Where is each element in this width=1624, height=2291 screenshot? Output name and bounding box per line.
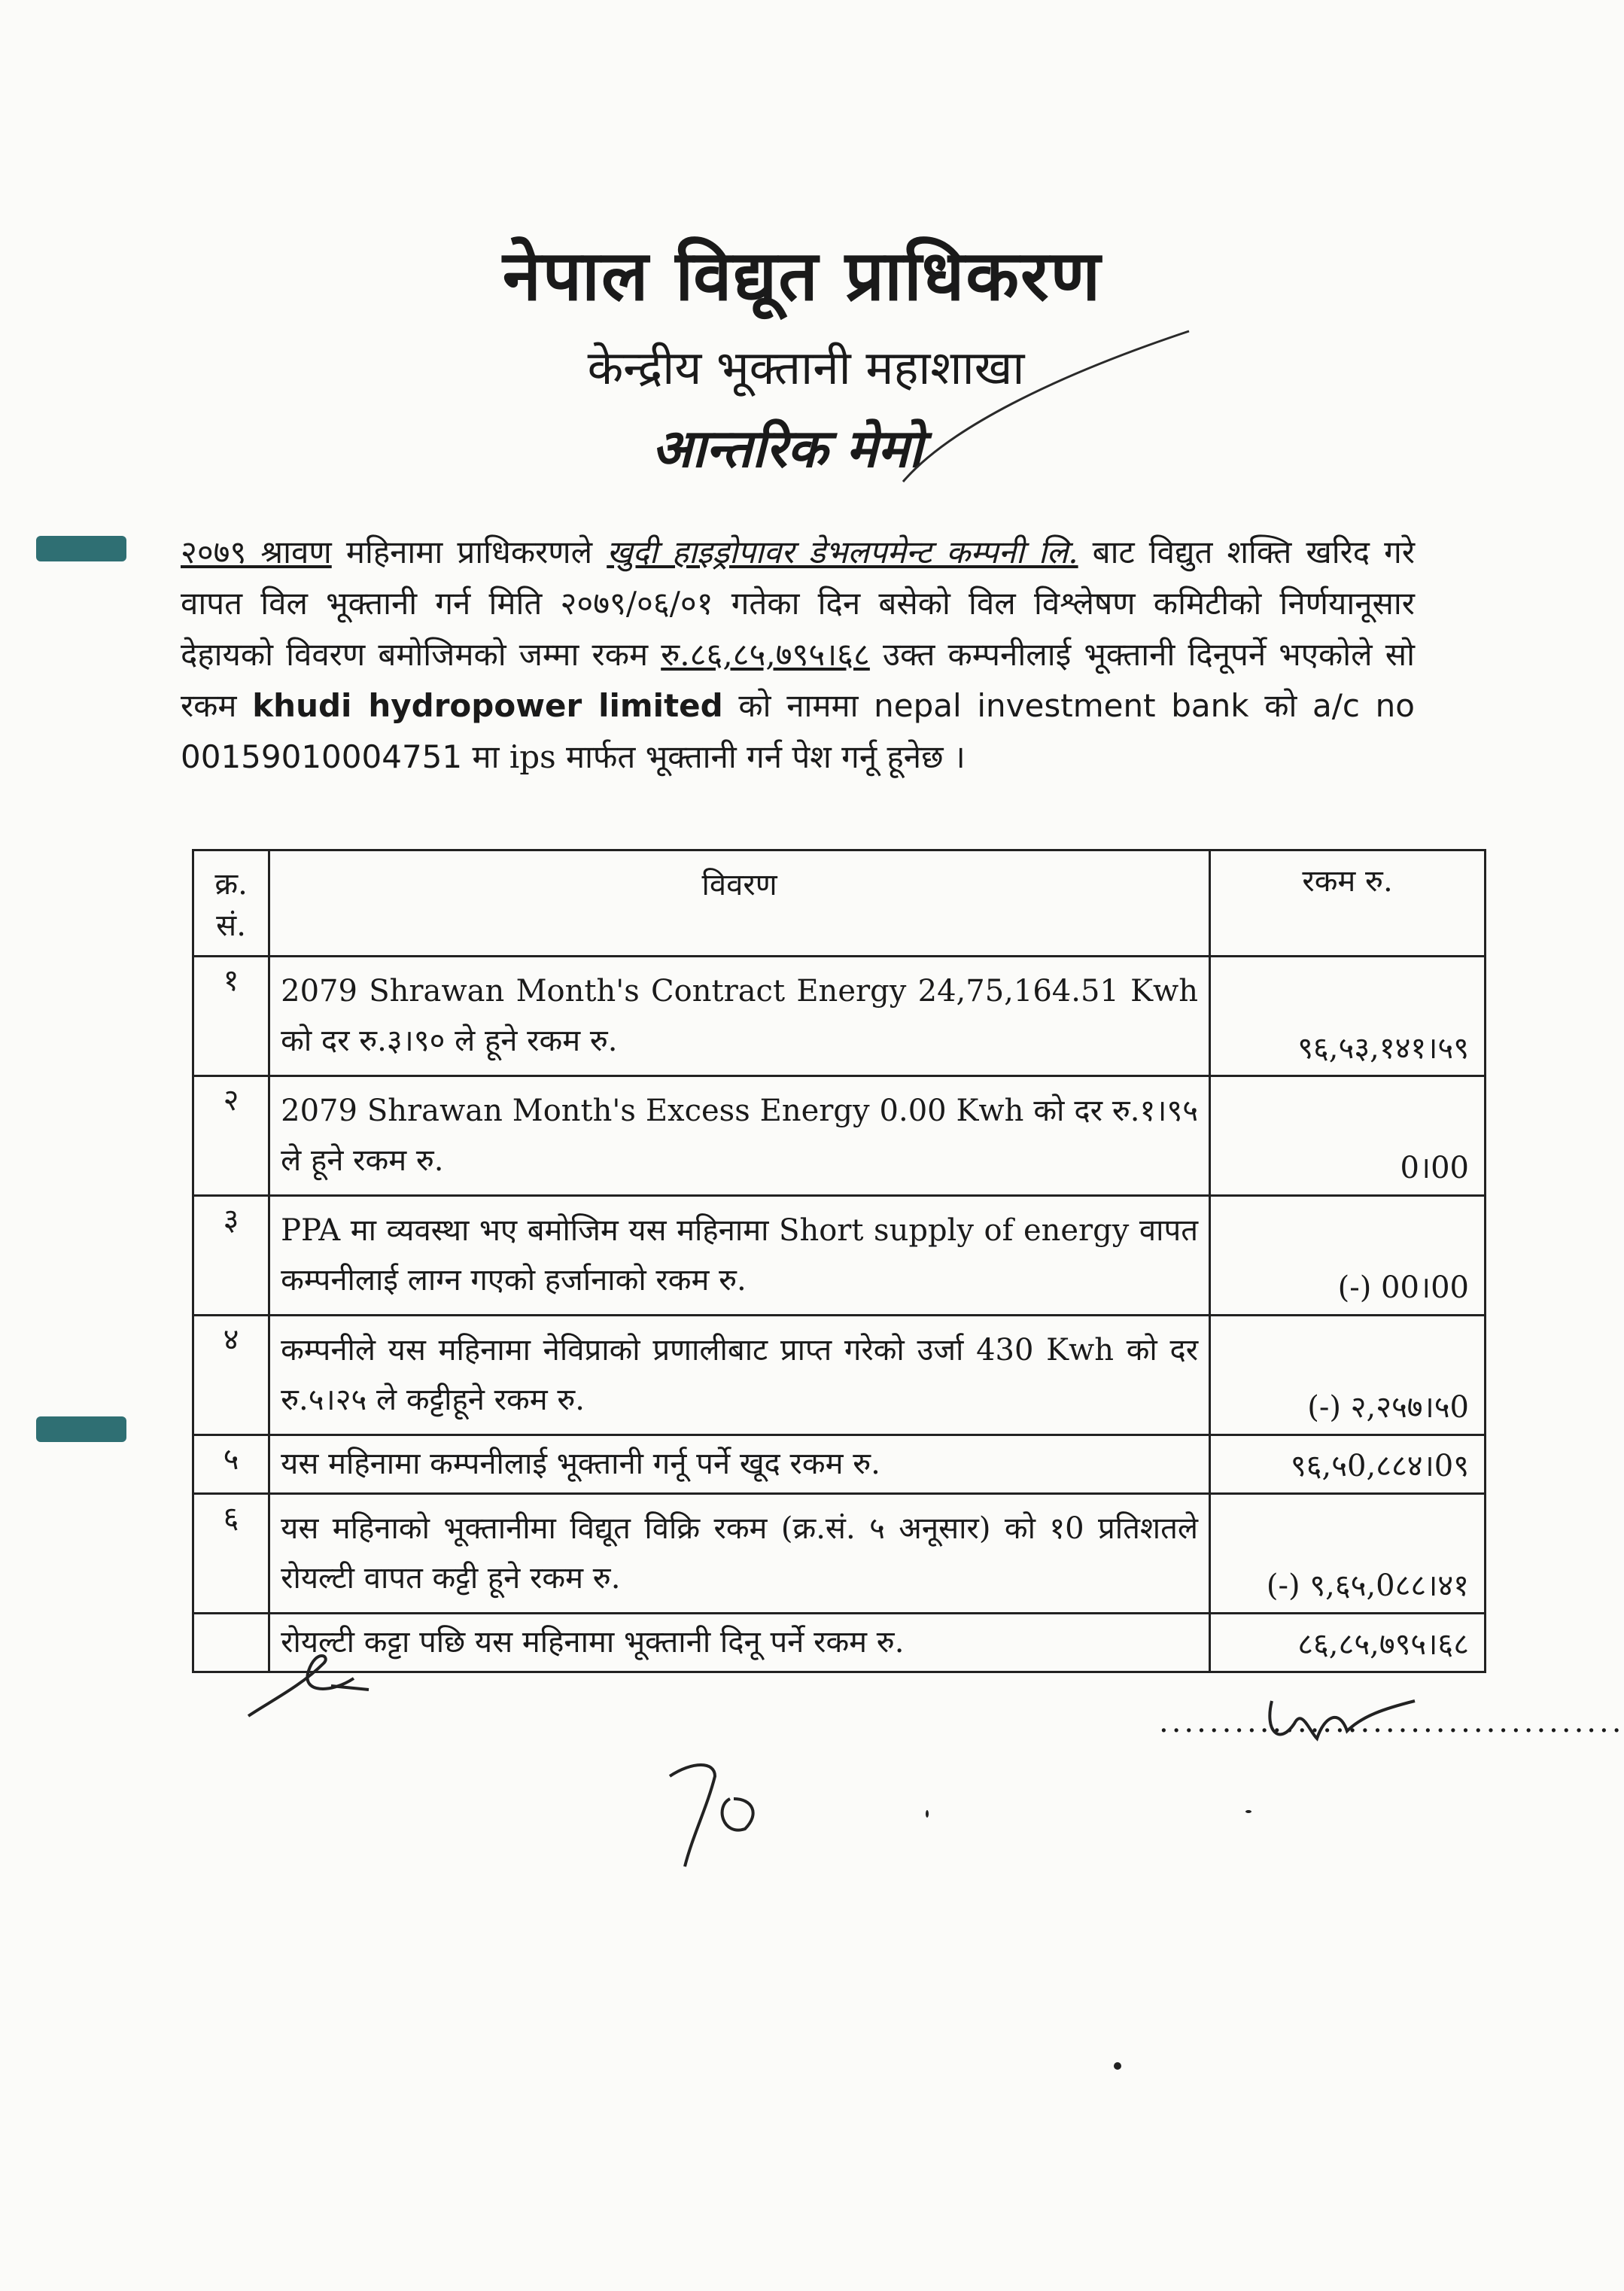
col-header-amount: रकम रु. <box>1210 850 1486 957</box>
row-amount: ९६,५0,८८४।0९ <box>1210 1435 1486 1494</box>
intro-text-3: उक्त कम्पनीलाई भूक्तानी दिनूपर्ने भएकोले सो रकम <box>181 636 1415 724</box>
row-amount: ८६,८५,७९५।६८ <box>1210 1614 1486 1672</box>
table-row <box>193 1435 1486 1494</box>
row-desc: 2079 Shrawan Month's Contract Energy 24,75,164.51 Kwh को दर रु.३।९० ले हूने रकम रु. <box>269 957 1210 1076</box>
memo-title: आन्तरिक मेमो <box>652 417 923 479</box>
intro-text-1: महिनामा प्राधिकरणले <box>345 534 593 570</box>
bank-name: nepal investment bank <box>874 687 1249 724</box>
payment-table <box>192 849 1486 1673</box>
table-row <box>193 1494 1486 1614</box>
row-sn: ३ <box>193 1196 269 1316</box>
account-number: a/c no 00159010004751 <box>181 687 1415 775</box>
signature-line: ..................................... <box>1159 1705 1624 1739</box>
ink-speck <box>1114 2062 1121 2070</box>
company-name: खुदी हाइड्रोपावर डेभलपमेन्ट कम्पनी लि. <box>607 534 1078 570</box>
row-sn: २ <box>193 1076 269 1196</box>
row-amount: 0।00 <box>1210 1076 1486 1196</box>
row-sn: ४ <box>193 1316 269 1435</box>
total-amount: रु.८६,८५,७९५।६८ <box>661 636 870 673</box>
row-sn: १ <box>193 957 269 1076</box>
row-amount: (-) 00।00 <box>1210 1196 1486 1316</box>
signature-right <box>1159 1686 1430 1776</box>
intro-text-4: को नाममा <box>738 687 859 724</box>
handwritten-mark <box>662 1754 783 1874</box>
letterhead <box>0 226 1559 482</box>
row-amount: (-) २,२५७।५0 <box>1210 1316 1486 1435</box>
intro-text-6: मा ips मार्फत भूक्तानी गर्न पेश गर्नू हूनेछ । <box>472 738 966 775</box>
row-amount: ९६,५३,१४१।५९ <box>1210 957 1486 1076</box>
payee-name: khudi hydropower limited <box>252 687 723 724</box>
binder-clip-bottom <box>36 1416 126 1442</box>
row-desc: यस महिनामा कम्पनीलाई भूक्तानी गर्नू पर्ने खूद रकम रु. <box>269 1435 1210 1494</box>
header-flourish <box>888 316 1204 497</box>
row-desc: कम्पनीले यस महिनामा नेविप्राको प्रणालीबाट प्राप्त गरेको उर्जा 430 Kwh को दर रु.५।२५ ले कट्टीहूने रकम रु. <box>269 1316 1210 1435</box>
row-desc: PPA मा व्यवस्था भए बमोजिम यस महिनामा Short supply of energy वापत कम्पनीलाई लाग्न गएको हर्जानाको रकम रु. <box>269 1196 1210 1316</box>
col-header-sn: क्र. सं. <box>193 850 269 957</box>
memo-intro <box>181 527 1415 783</box>
row-sn: ६ <box>193 1494 269 1614</box>
table-row <box>193 1196 1486 1316</box>
period: २०७९ श्रावण <box>181 534 332 570</box>
table-row <box>193 1316 1486 1435</box>
row-desc: 2079 Shrawan Month's Excess Energy 0.00 Kwh को दर रु.१।९५ ले हूने रकम रु. <box>269 1076 1210 1196</box>
table-row <box>193 957 1486 1076</box>
signature-left <box>241 1641 391 1731</box>
intro-text-2: बाट विद्युत शक्ति खरिद गरे वापत विल भूक्तानी गर्न मिति २०७९/०६/०१ गतेका दिन बसेको विल विश्लेषण कमिटीको निर्णयानूसार देहायको विवरण बमोजिमको जम्मा रकम <box>181 534 1415 673</box>
ink-speck <box>1245 1810 1251 1813</box>
table-header-row <box>193 850 1486 957</box>
org-name: नेपाल विद्यूत प्राधिकरण <box>502 235 1102 316</box>
intro-text-5: को <box>1264 687 1297 724</box>
row-desc: यस महिनाको भूक्तानीमा विद्यूत विक्रि रकम (क्र.सं. ५ अनूसार) को १0 प्रतिशतले रोयल्टी वापत कट्टी हूने रकम रु. <box>269 1494 1210 1614</box>
col-header-desc: विवरण <box>269 850 1210 957</box>
row-desc: रोयल्टी कट्टा पछि यस महिनामा भूक्तानी दिनू पर्ने रकम रु. <box>269 1614 1210 1672</box>
table-row <box>193 1076 1486 1196</box>
ink-speck <box>926 1810 929 1818</box>
row-amount: (-) ९,६५,0८८।४१ <box>1210 1494 1486 1614</box>
binder-clip-top <box>36 536 126 561</box>
row-sn: ५ <box>193 1435 269 1494</box>
department-name: केन्द्रीय भूक्तानी महाशाखा <box>587 340 1025 395</box>
